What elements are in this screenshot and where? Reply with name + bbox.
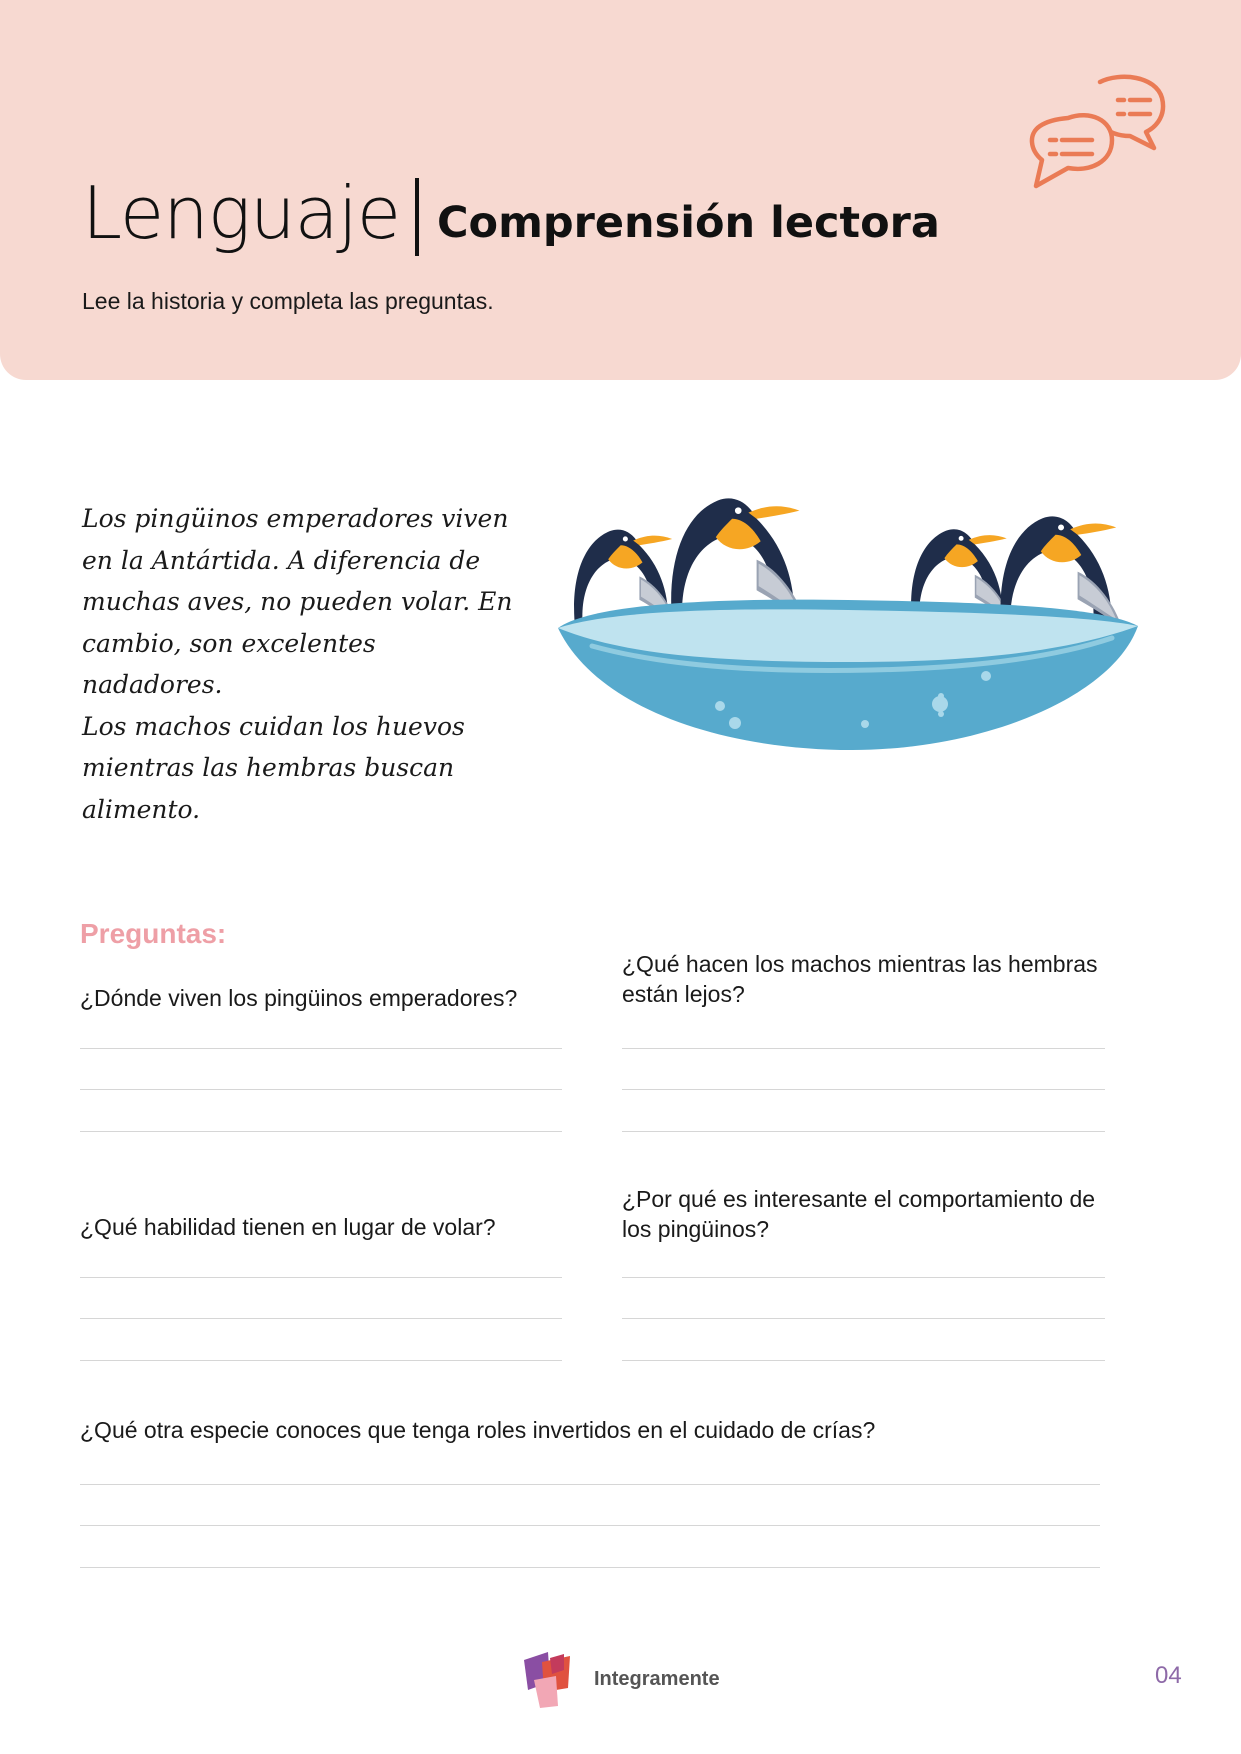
answer-line[interactable] [80,1277,562,1278]
answer-line[interactable] [622,1360,1105,1361]
question-4: ¿Por qué es interesante el comportamiento de los pingüinos? [622,1186,1096,1242]
answer-line[interactable] [80,1131,562,1132]
answer-line[interactable] [622,1048,1105,1049]
integramente-logo-icon [520,1648,582,1710]
subject-title: Lenguaje [82,171,401,255]
story-line: alimento. [82,794,201,824]
topic-title: Comprensión lectora [437,198,940,248]
answer-line[interactable] [80,1525,1100,1526]
brand-name: Integramente [594,1668,720,1690]
story-line: cambio, son excelentes nadadores. [82,628,376,699]
answer-line[interactable] [80,1318,562,1319]
story-line: mientras las hembras buscan [82,753,455,782]
chat-bubbles-icon [1026,74,1168,194]
story-line: Los pingüinos emperadores viven [82,504,509,533]
question-5: ¿Qué otra especie conoces que tenga roles invertidos en el cuidado de crías? [80,1417,876,1443]
title-divider [415,178,419,256]
story-line: Los machos cuidan los huevos [82,711,465,741]
penguins-in-water-illustration [552,478,1144,754]
answer-line[interactable] [80,1089,562,1090]
answer-line[interactable] [80,1567,1100,1568]
story-line: muchas aves, no pueden volar. En [82,587,513,616]
page-number: 04 [1155,1662,1182,1689]
answer-line[interactable] [80,1048,562,1049]
answer-line[interactable] [622,1089,1105,1090]
question-3: ¿Qué habilidad tienen en lugar de volar? [80,1214,496,1240]
story-line: en la Antártida. A diferencia de [82,545,481,575]
answer-line[interactable] [80,1360,562,1361]
answer-line[interactable] [622,1131,1105,1132]
questions-heading: Preguntas: [80,918,227,949]
answer-line[interactable] [80,1484,1100,1485]
question-2: ¿Qué hacen los machos mientras las hembras están lejos? [622,951,1098,1007]
question-1: ¿Dónde viven los pingüinos emperadores? [80,985,518,1011]
instruction-text: Lee la historia y completa las preguntas. [82,288,494,314]
answer-line[interactable] [622,1277,1105,1278]
answer-line[interactable] [622,1318,1105,1319]
story-text [82,498,522,830]
